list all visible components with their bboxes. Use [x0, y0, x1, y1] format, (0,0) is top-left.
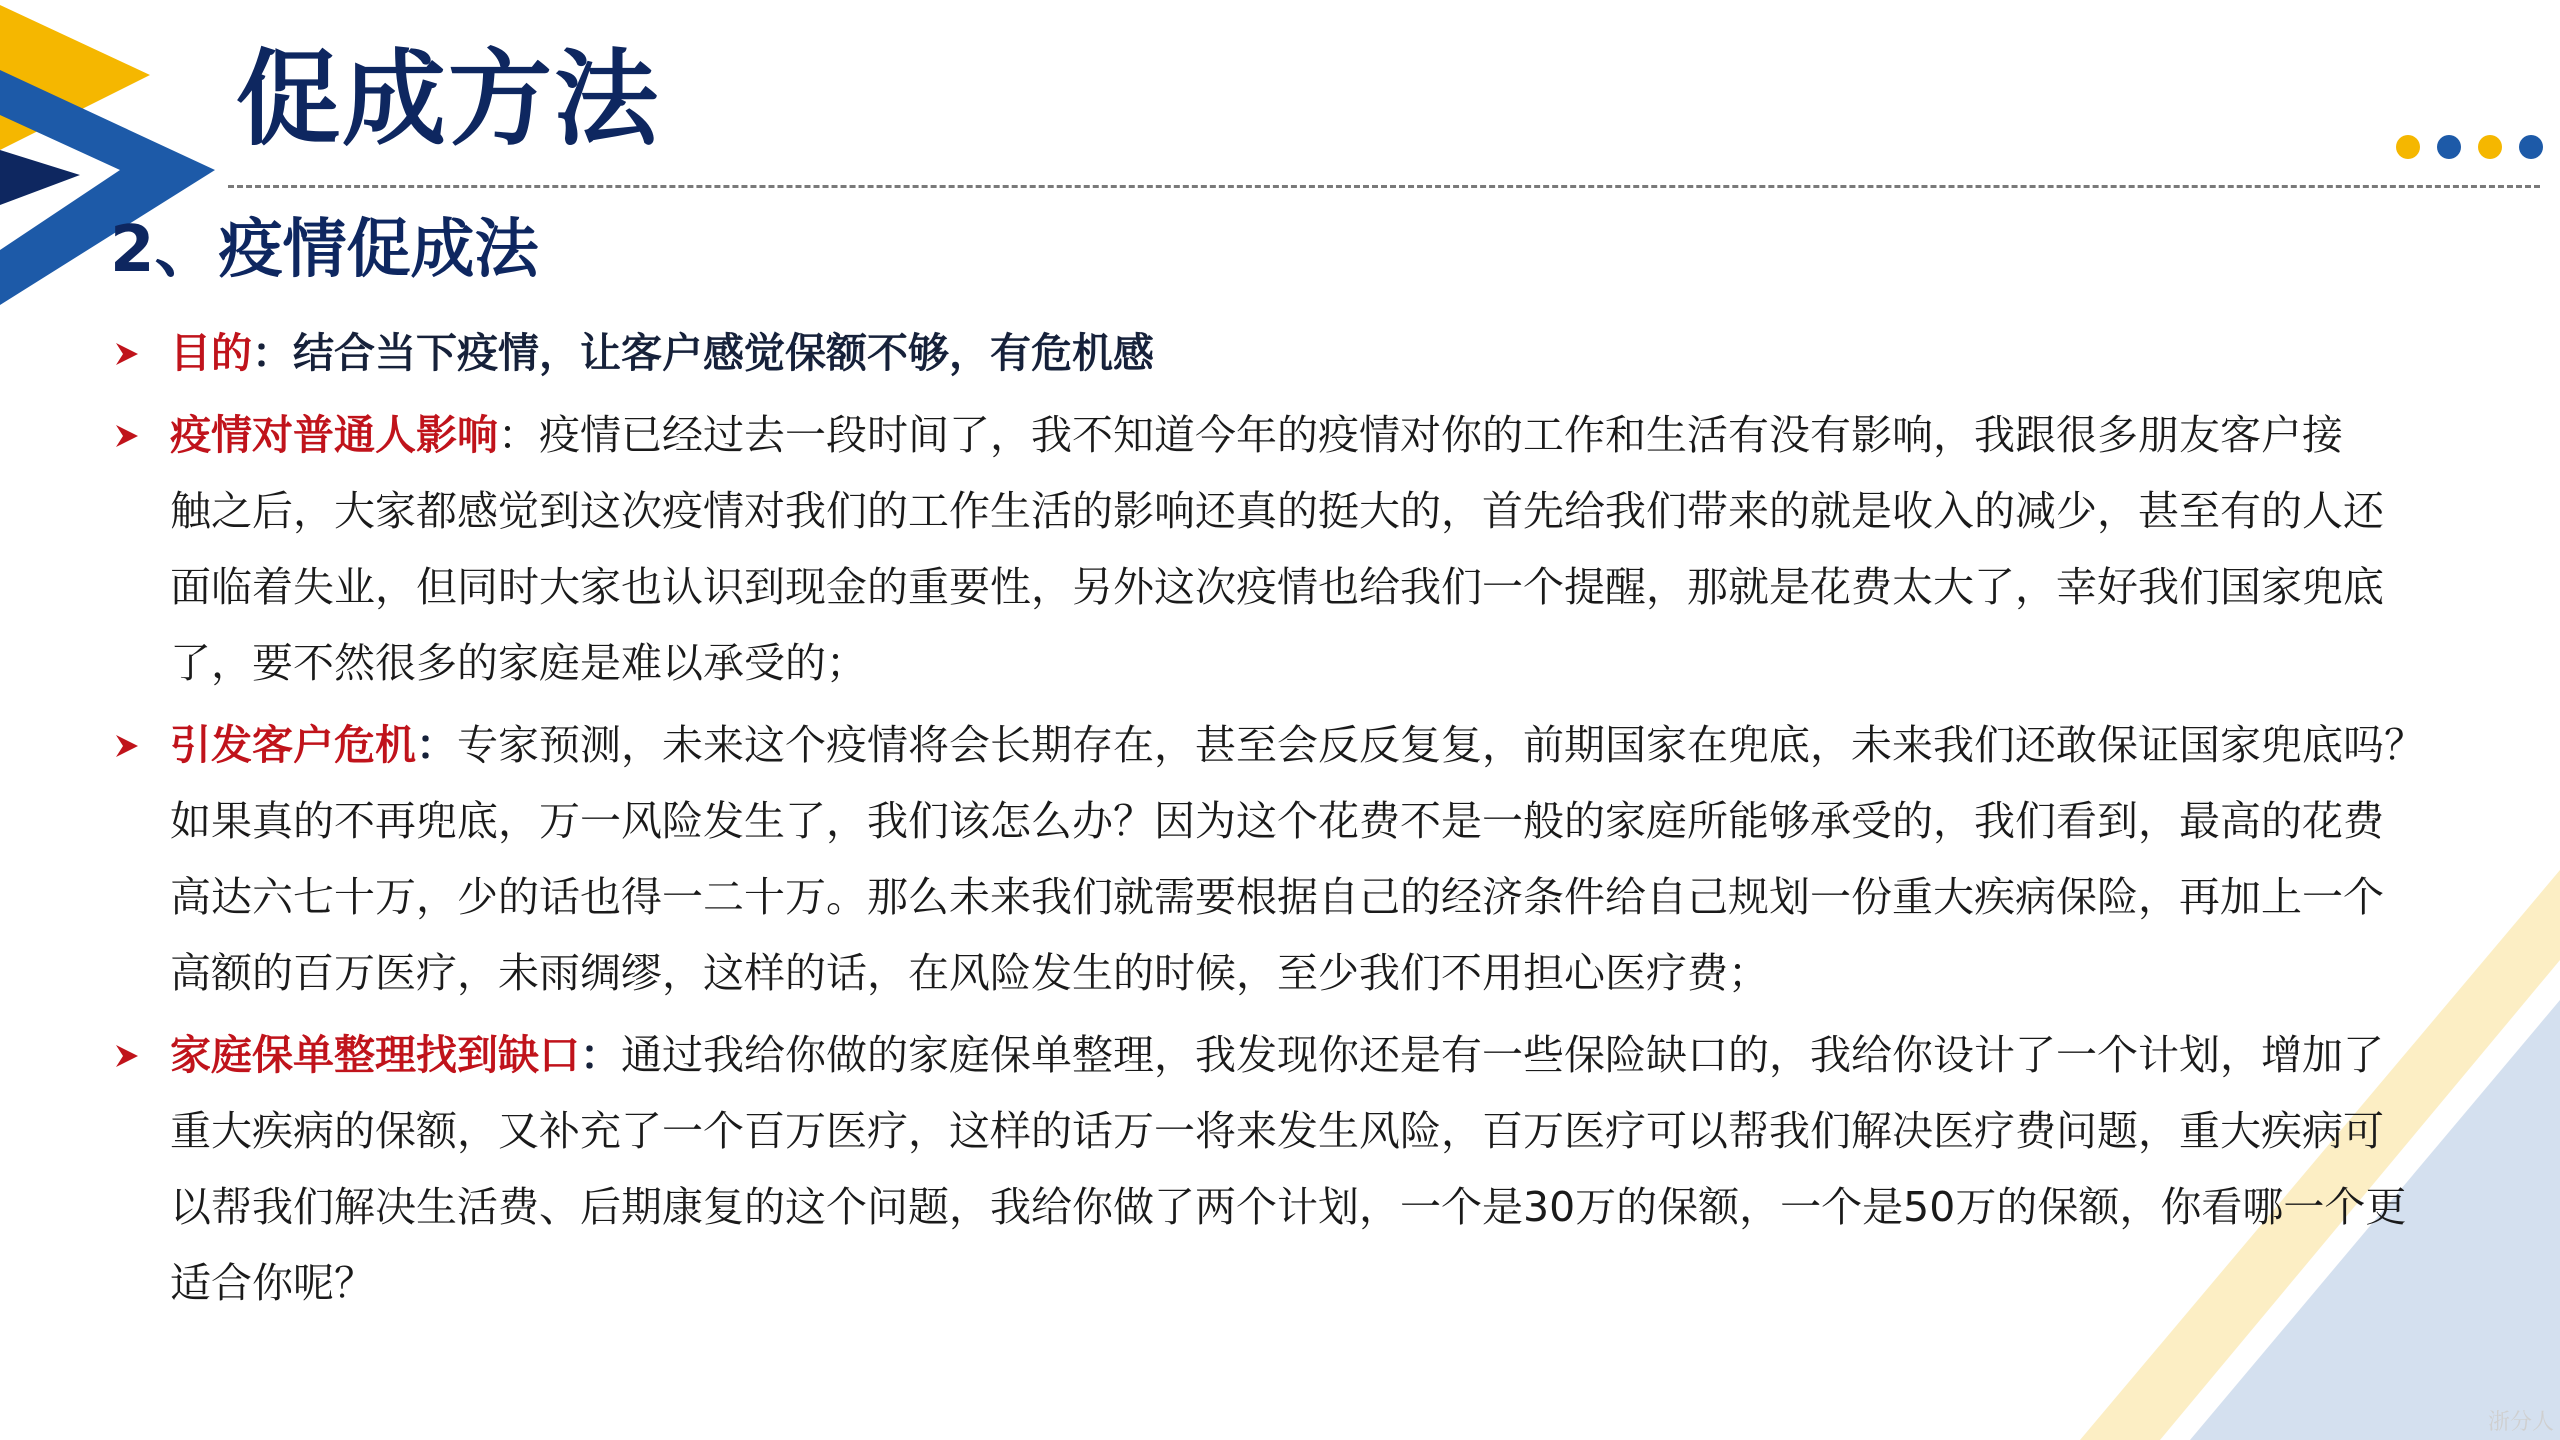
- arrow-bullet-icon: [114, 423, 140, 449]
- bullet-line: 如果真的不再兜底，万一风险发生了，我们该怎么办？因为这个花费不是一般的家庭所能够承受的，我们看到，最高的花费: [170, 797, 2384, 845]
- bullet-list: [108, 315, 2508, 1327]
- bullet-line: 适合你呢？: [170, 1259, 375, 1307]
- bullet-line: [170, 1017, 2508, 1093]
- bullet-separator: ：: [252, 329, 293, 377]
- bullet-line: 了，要不然很多的家庭是难以承受的；: [170, 639, 867, 687]
- arrow-bullet-icon: [114, 733, 140, 759]
- bullet-line: 高额的百万医疗，未雨绸缪，这样的话，在风险发生的时候，至少我们不用担心医疗费；: [170, 949, 1769, 997]
- dot-1: [2396, 135, 2420, 159]
- bullet-label: 目的: [170, 329, 252, 377]
- bullet-crisis: [108, 707, 2508, 1011]
- corner-chevron-navy: [0, 150, 80, 205]
- bullet-purpose: [108, 315, 2508, 391]
- bullet-line: [170, 397, 2508, 473]
- slide-title: 促成方法: [236, 38, 661, 160]
- bullet-line: 面临着失业，但同时大家也认识到现金的重要性，另外这次疫情也给我们一个提醒，那就是花费太大了，幸好我们国家兜底: [170, 563, 2384, 611]
- section-subtitle: 2、疫情促成法: [110, 213, 539, 287]
- bullet-line: 重大疾病的保额，又补充了一个百万医疗，这样的话万一将来发生风险，百万医疗可以帮我们解决医疗费问题，重大疾病可: [170, 1107, 2384, 1155]
- bullet-line: [170, 707, 2508, 783]
- bullet-separator: ：: [416, 721, 457, 769]
- bullet-text: 疫情已经过去一段时间了，我不知道今年的疫情对你的工作和生活有没有影响，我跟很多朋友客户接: [539, 411, 2343, 459]
- dot-3: [2478, 135, 2502, 159]
- bullet-text: 结合当下疫情，让客户感觉保额不够，有危机感: [293, 329, 1154, 377]
- arrow-bullet-icon: [114, 341, 140, 367]
- bullet-label: 家庭保单整理找到缺口: [170, 1031, 580, 1079]
- arrow-bullet-icon: [114, 1043, 140, 1069]
- bullet-line: 触之后，大家都感觉到这次疫情对我们的工作生活的影响还真的挺大的，首先给我们带来的就是收入的减少，甚至有的人还: [170, 487, 2384, 535]
- bullet-label: 引发客户危机: [170, 721, 416, 769]
- bullet-text: 专家预测，未来这个疫情将会长期存在，甚至会反反复复，前期国家在兜底，未来我们还敢保证国家兜底吗？: [457, 721, 2425, 769]
- bullet-text: 通过我给你做的家庭保单整理，我发现你还是有一些保险缺口的，我给你设计了一个计划，增加了: [621, 1031, 2384, 1079]
- bullet-line: [170, 315, 2508, 391]
- title-divider: [228, 185, 2540, 188]
- bullet-impact: [108, 397, 2508, 701]
- bullet-policy-gap: [108, 1017, 2508, 1321]
- watermark: 浙分人: [2487, 1410, 2554, 1435]
- bullet-line: 高达六七十万，少的话也得一二十万。那么未来我们就需要根据自己的经济条件给自己规划一份重大疾病保险，再加上一个: [170, 873, 2384, 921]
- dot-4: [2519, 135, 2543, 159]
- bullet-label: 疫情对普通人影响: [170, 411, 498, 459]
- bullet-separator: ：: [498, 411, 539, 459]
- dot-2: [2437, 135, 2461, 159]
- decorative-dots: [2396, 135, 2543, 159]
- bullet-separator: ：: [580, 1031, 621, 1079]
- bullet-line: 以帮我们解决生活费、后期康复的这个问题，我给你做了两个计划，一个是30万的保额，一个是50万的保额，你看哪一个更: [170, 1183, 2407, 1231]
